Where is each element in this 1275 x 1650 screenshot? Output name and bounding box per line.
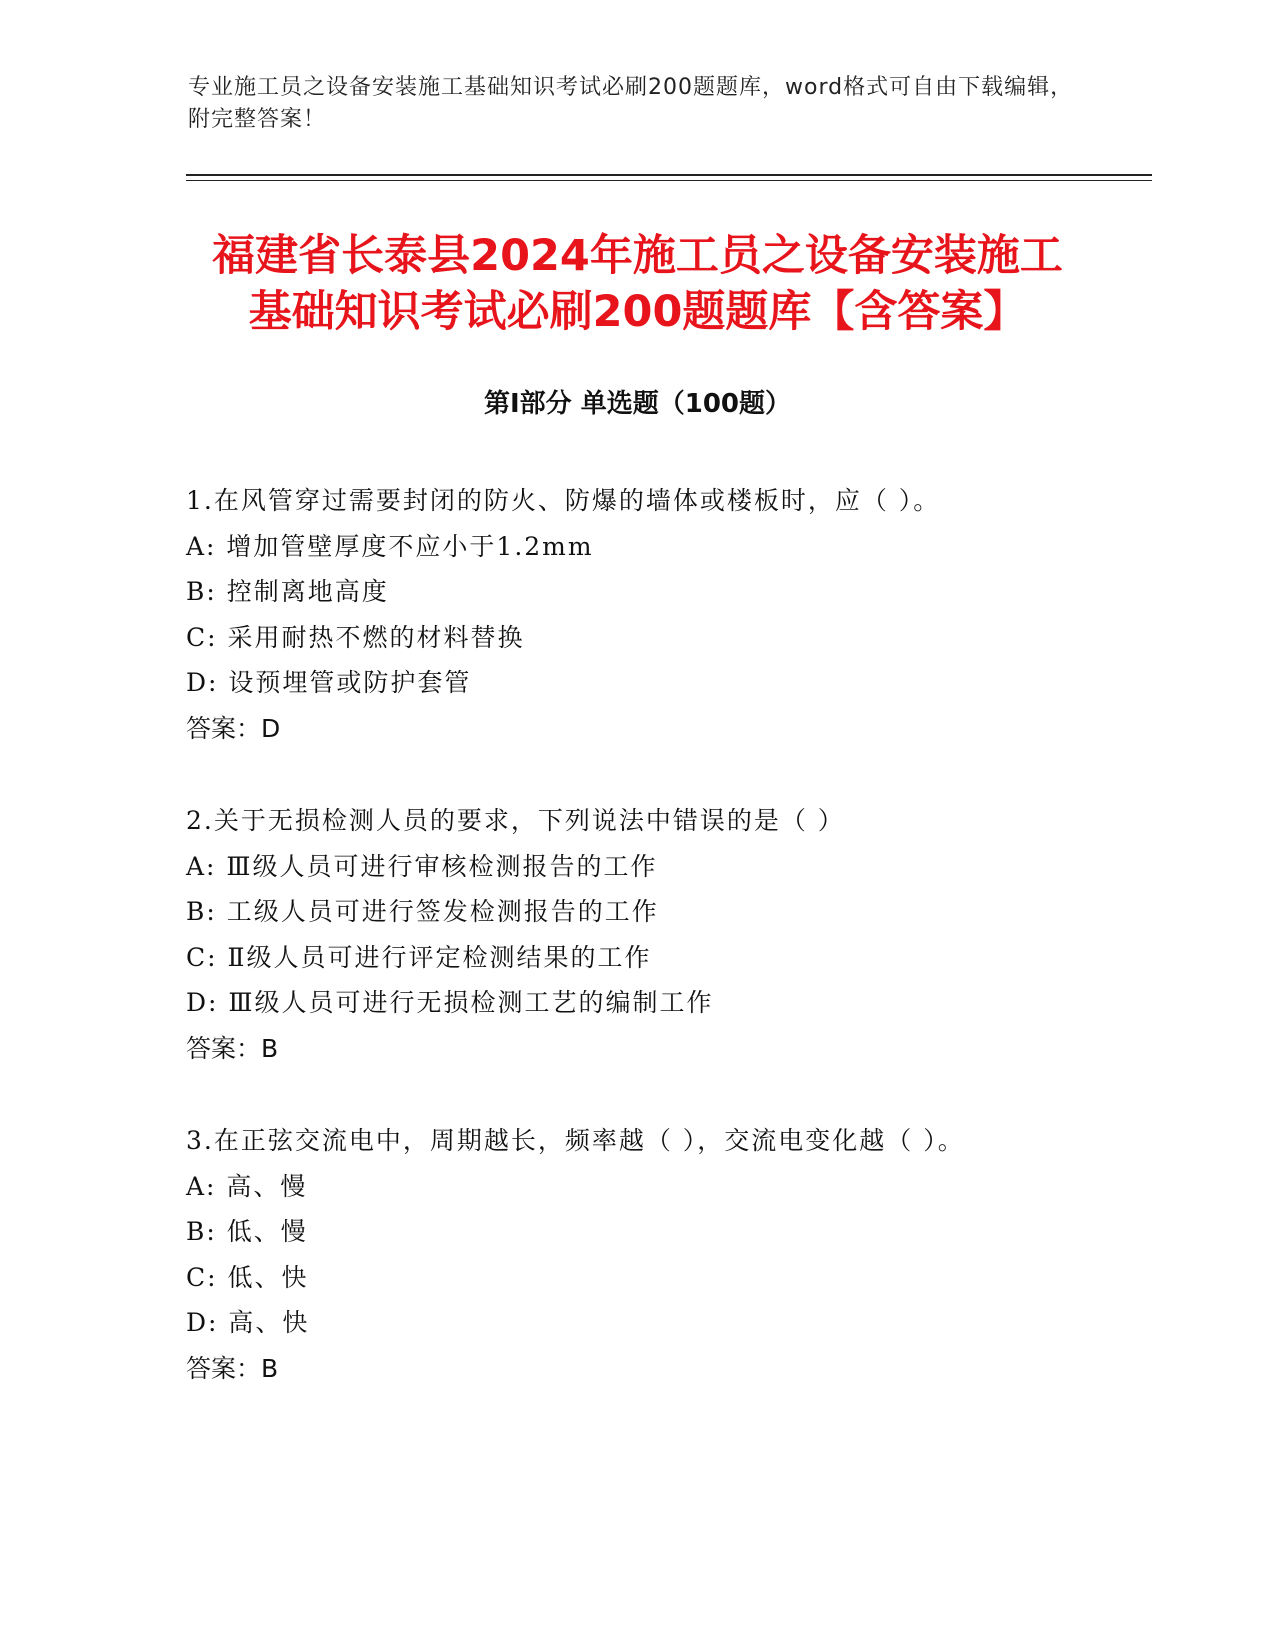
document-title xyxy=(150,228,1125,340)
header-rule-thin xyxy=(186,180,1152,181)
option-a: A: 高、慢 xyxy=(186,1171,308,1201)
answer: 答案：B xyxy=(186,1033,279,1063)
option-b: B: 控制离地高度 xyxy=(186,577,389,606)
question-3 xyxy=(186,1118,1086,1391)
question-2 xyxy=(186,798,1086,1071)
title-line-2: 基础知识考试必刷200题题库【含答案】 xyxy=(248,287,1027,337)
question-stem: 1.在风管穿过需要封闭的防火、防爆的墙体或楼板时，应（ ）。 xyxy=(186,486,941,515)
header-rule-thick xyxy=(186,174,1152,176)
question-list xyxy=(186,478,1086,1438)
option-d: D: 高、快 xyxy=(186,1308,310,1337)
option-c: C: 低、快 xyxy=(186,1262,309,1292)
question-1 xyxy=(186,478,1086,751)
question-stem: 3.在正弦交流电中，周期越长，频率越（ ），交流电变化越（ ）。 xyxy=(186,1126,965,1155)
option-c: C: Ⅱ级人员可进行评定检测结果的工作 xyxy=(186,942,652,972)
header-note: 专业施工员之设备安装施工基础知识考试必刷200题题库，word格式可自由下载编辑，附完整答案！ xyxy=(188,75,1074,132)
section-title: 第Ⅰ部分 单选题（100题） xyxy=(484,389,791,419)
option-c: C: 采用耐热不燃的材料替换 xyxy=(186,622,525,652)
title-line-1: 福建省长泰县2024年施工员之设备安装施工 xyxy=(212,231,1063,281)
answer: 答案：B xyxy=(186,1353,279,1383)
answer: 答案：D xyxy=(186,713,281,743)
option-d: D: Ⅲ级人员可进行无损检测工艺的编制工作 xyxy=(186,988,714,1017)
option-b: B: 低、慢 xyxy=(186,1217,308,1246)
option-a: A: Ⅲ级人员可进行审核检测报告的工作 xyxy=(186,851,658,881)
option-a: A: 增加管壁厚度不应小于1.2mm xyxy=(186,531,594,561)
option-d: D: 设预埋管或防护套管 xyxy=(186,668,472,697)
question-stem: 2.关于无损检测人员的要求，下列说法中错误的是（ ） xyxy=(186,806,845,835)
option-b: B: 工级人员可进行签发检测报告的工作 xyxy=(186,897,659,926)
